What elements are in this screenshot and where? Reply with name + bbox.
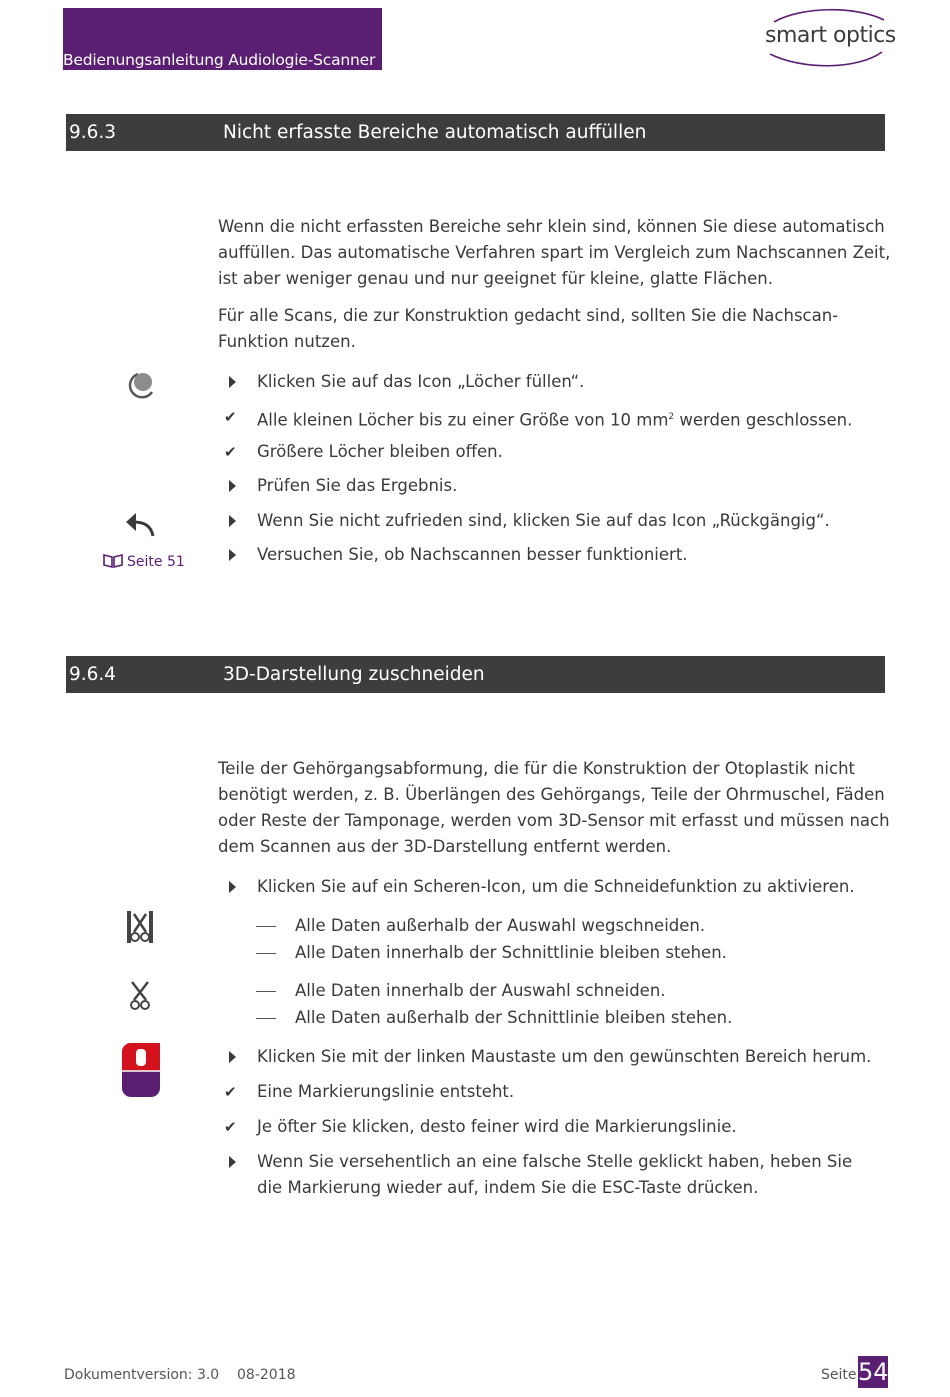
section-number: 9.6.4	[69, 664, 117, 685]
triangle-bullet-icon	[222, 542, 238, 568]
page-number: 54	[858, 1358, 889, 1386]
checkmark-icon: ✔	[224, 1118, 237, 1136]
section-heading-9-6-3	[66, 114, 885, 151]
section-heading-9-6-4	[66, 656, 885, 693]
mouse-left-click-icon	[122, 1043, 160, 1097]
page-label: Seite	[821, 1367, 857, 1383]
manual-title: Bedienungsanleitung Audiologie-Scanner	[63, 51, 376, 69]
undo-icon	[123, 510, 157, 540]
triangle-bullet-icon	[222, 1044, 238, 1070]
fill-holes-icon	[124, 370, 156, 402]
scissors-cut-outside-icon	[126, 910, 154, 944]
paragraph: Teile der Gehörgangsabformung, die für die Konstruktion der Otoplastik nicht benötigt werden, z. B. Überlängen des Gehörgangs, Teile der Ohrmuschel, Fäden oder Reste der Tamponage, werden vom 3D-Sensor mit erfasst und müssen nach dem Scannen aus der 3D-Darstellung entfernt werden.	[218, 759, 890, 856]
header-banner	[63, 8, 382, 70]
triangle-bullet-icon	[222, 369, 238, 395]
document-version: Dokumentversion: 3.0 08-2018	[64, 1367, 296, 1383]
see-page-link[interactable]	[103, 553, 185, 570]
triangle-bullet-icon	[222, 874, 238, 900]
triangle-bullet-icon	[222, 473, 238, 499]
see-page-label: Seite 51	[127, 554, 185, 570]
book-icon	[103, 553, 123, 568]
logo-text: smart optics	[765, 23, 896, 48]
paragraph: Wenn die nicht erfassten Bereiche sehr klein sind, können Sie diese automatisch auffüllen. Das automatische Verfahren spart im Vergleich zum Nachscannen Zeit, ist aber weniger genau und nur geeignet für kleine, glatte Flächen.	[218, 217, 891, 288]
checkmark-icon: ✔	[224, 443, 237, 461]
scissors-cut-inside-icon	[126, 978, 154, 1012]
smart-optics-logo	[762, 8, 896, 68]
checkmark-icon: ✔	[224, 408, 237, 426]
section-number: 9.6.3	[69, 122, 117, 143]
paragraph: Für alle Scans, die zur Konstruktion gedacht sind, sollten Sie die Nachscan-Funktion nutzen.	[218, 306, 839, 351]
triangle-bullet-icon	[222, 508, 238, 534]
section-title: 3D-Darstellung zuschneiden	[223, 664, 485, 685]
checkmark-icon: ✔	[224, 1083, 237, 1101]
section-title: Nicht erfasste Bereiche automatisch auffüllen	[223, 122, 647, 143]
triangle-bullet-icon	[222, 1149, 238, 1175]
